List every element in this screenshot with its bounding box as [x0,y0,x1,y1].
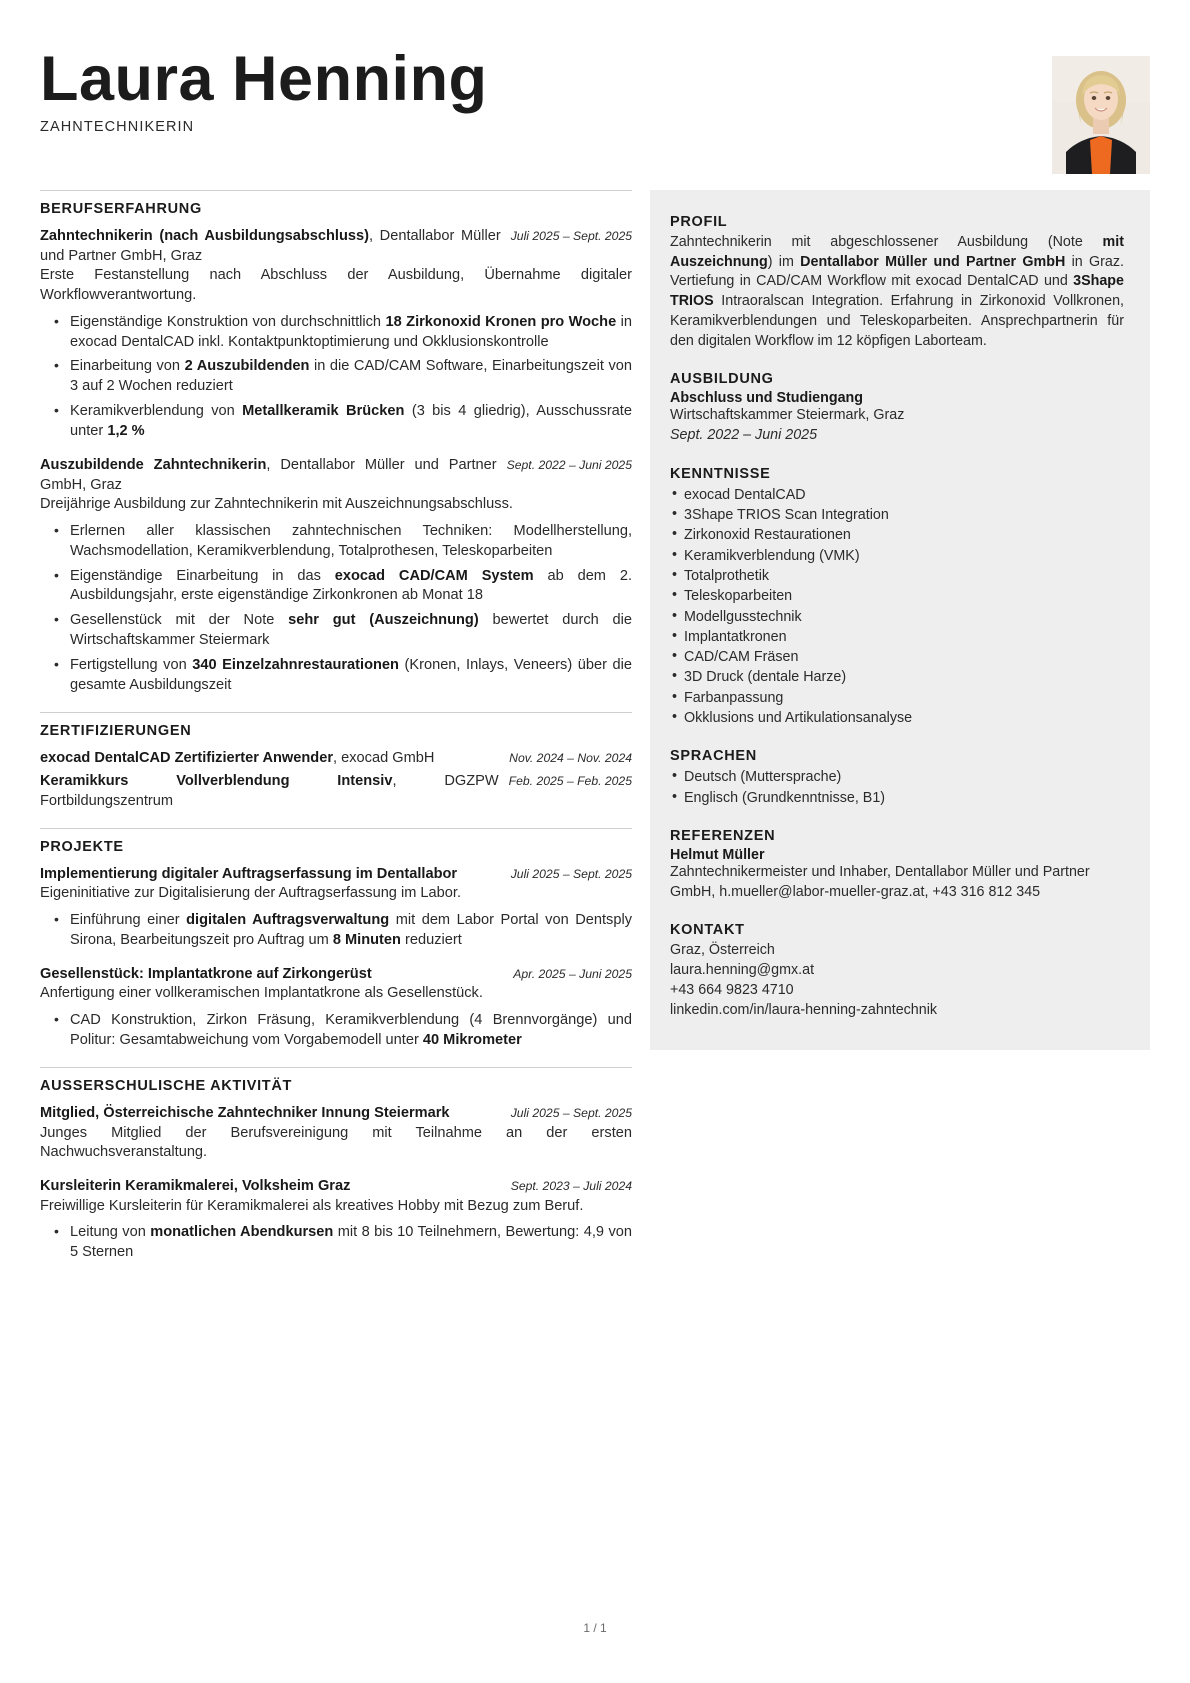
language-item: • Englisch (Grundkenntnisse, B1) [684,788,1124,808]
skill-item: • Modellgusstechnik [684,607,1124,627]
section-title-experience: BERUFSERFAHRUNG [40,201,202,217]
entry-title-rest: , Dentallabor Müller und Partner GmbH, Graz [40,456,497,493]
languages-list [670,767,1124,808]
entry-title-rest: , DGZPW Fortbildungszentrum [40,773,499,809]
profile-text-bold: 3Shape TRIOS [670,273,1124,310]
section-title-certifications: ZERTIFIZIERUNGEN [40,722,192,739]
bullet-bold: exocad CAD/CAM System [334,567,534,584]
profile-text-part: Zahntechnikerin mit abgeschlossener Ausbildung (Note [670,234,1103,250]
entry-title [40,965,503,985]
bullet-post: mit dem Labor Portal von Dentsply Sirona, Bearbeitungszeit pro Auftrag um [70,912,632,948]
entry-date: Sept. 2023 – Juli 2024 [510,1178,632,1193]
bullet-item [70,1223,632,1263]
entry-header [40,749,632,769]
entry-title [40,772,499,811]
entry-title [40,1104,501,1124]
sidebar-column [650,190,1150,1050]
extracurricular-entry [40,1177,632,1263]
entry-title [40,1177,501,1197]
bullet-pre: Fertigstellung von [70,656,193,673]
candidate-name: Laura Henning [40,44,488,114]
sidebar-section-references [670,828,1124,902]
reference-details: Zahntechnikermeister und Inhaber, Dentallabor Müller und Partner GmbH, h.mueller@labor-mueller-graz.at, +43 316 812 345 [670,863,1090,900]
contact-phone[interactable]: +43 664 9823 4710 [670,981,794,998]
entry-date: Feb. 2025 – Feb. 2025 [508,774,632,789]
page-indicator: 1 / 1 [583,1621,607,1635]
section-divider [40,712,632,713]
bullet-pre: Leitung von [70,1224,151,1241]
entry-description: Dreijährige Ausbildung zur Zahntechnikerin mit Auszeichnungsabschluss. [40,496,513,513]
entry-date: Juli 2025 – Sept. 2025 [510,229,632,243]
bullet-bold: monatlichen Abendkursen [150,1224,334,1241]
bullet-post: in exocad DentalCAD inkl. Kontaktpunktoptimierung und Okklusionskontrolle [70,313,633,350]
sidebar-title-references: REFERENZEN [670,827,776,844]
entry-title-bold: Keramikkurs Vollverblendung Intensiv [40,773,393,790]
entry-description: Anfertigung einer vollkeramischen Implantatkrone als Gesellenstück. [40,985,483,1002]
bullet-bold: Metallkeramik Brücken [242,403,405,420]
bullet-bold: 340 Einzelzahnrestaurationen [192,656,399,673]
skill-item: • CAD/CAM Fräsen [684,647,1124,667]
entry-title-bold: exocad DentalCAD Zertifizierter Anwender [40,749,334,766]
sidebar-section-contact [670,922,1124,1020]
bullet-post: mit 8 bis 10 Teilnehmern, Bewertung: 4,9 von 5 Sternen [70,1224,632,1261]
sidebar-title-contact: KONTAKT [670,922,745,939]
entry-description: Erste Festanstellung nach Abschluss der Ausbildung, Übernahme digitaler Workflowverantwortung. [40,267,632,304]
entry-header [40,772,632,811]
experience-entry [40,456,632,696]
project-entry [40,865,632,951]
sidebar-section-skills [670,466,1124,729]
entry-title [40,456,497,495]
entry-title-bold: Implementierung digitaler Auftragserfassung im Dentallabor [40,865,458,882]
entry-title [40,227,501,266]
bullet-post: in die CAD/CAM Software, Einarbeitungszeit von 3 auf 2 Wochen reduziert [70,358,632,395]
bullet-post: (Kronen, Inlays, Veneers) über die gesamte Ausbildungszeit [70,656,632,693]
certification-entry [40,749,632,769]
bullet-bold: 2 Auszubildenden [184,358,310,375]
section-experience [40,190,632,696]
entry-title-rest: , exocad GmbH [333,749,435,766]
entry-header [40,1177,632,1197]
education-degree: Abschluss und Studiengang [670,390,864,407]
bullet-item [70,656,632,696]
skill-item: • exocad DentalCAD [684,485,1124,505]
entry-title-bold: Zahntechnikerin (nach Ausbildungsabschluss) [40,228,369,244]
entry-header [40,965,632,985]
entry-bullet-list [40,911,632,951]
education-date: Sept. 2022 – Juni 2025 [670,427,818,444]
sidebar-title-skills: KENNTNISSE [670,465,771,482]
bullet-pre: Eigenständige Einarbeitung in das [70,567,335,584]
bullet-pre: Keramikverblendung von [70,403,243,420]
entry-date: Nov. 2024 – Nov. 2024 [509,750,632,765]
section-projects [40,828,632,1051]
entry-header [40,227,632,266]
skill-item: • Zirkonoxid Restaurationen [684,525,1124,545]
entry-bullet-list [40,313,632,442]
resume-header [40,44,1150,168]
section-title-extracurricular: AUSSERSCHULISCHE AKTIVITÄT [40,1077,293,1094]
entry-title-bold: Auszubildende Zahntechnikerin [40,456,267,473]
entry-header [40,1104,632,1124]
bullet-pre: CAD Konstruktion, Zirkon Fräsung, Keramikverblendung (4 Brennvorgänge) und Politur: Gesamtabweichung vom Vorgabemodell unter [70,1012,632,1048]
extracurricular-entry [40,1104,632,1163]
sidebar-section-profile [670,214,1124,351]
contact-location: Graz, Österreich [670,942,775,959]
bullet-bold: 40 Mikrometer [422,1031,522,1048]
profile-text-part: in Graz. Vertiefung in CAD/CAM Workflow mit exocad DentalCAD und [670,253,1124,290]
entry-bullet-list [40,1011,632,1051]
bullet-bold: 18 Zirkonoxid Kronen pro Woche [385,313,617,330]
entry-header [40,865,632,885]
sidebar-section-education [670,371,1124,445]
bullet-pre: Einarbeitung von [70,358,185,375]
skill-item: • Totalprothetik [684,566,1124,586]
profile-text-bold: mit Auszeichnung [670,234,1124,270]
portrait-photo [1052,56,1150,174]
profile-text [670,233,1124,351]
skill-item: • Farbanpassung [684,688,1124,708]
contact-email[interactable]: laura.henning@gmx.at [670,962,815,979]
bullet-bold-2: 1,2 % [107,422,145,439]
entry-title-bold: Gesellenstück: Implantatkrone auf Zirkongerüst [40,965,372,982]
entry-title-bold: Kursleiterin Keramikmalerei, Volksheim Graz [40,1177,351,1194]
entry-title [40,865,501,885]
bullet-item [70,357,632,397]
sidebar-section-languages [670,748,1124,808]
project-entry [40,965,632,1051]
contact-linkedin[interactable]: linkedin.com/in/laura-henning-zahntechnik [670,1001,938,1018]
bullet-pre: Gesellenstück mit der Note [70,612,289,629]
bullet-item [70,313,632,353]
entry-description: Eigeninitiative zur Digitalisierung der Auftragserfassung im Labor. [40,885,462,902]
skill-item: • Keramikverblendung (VMK) [684,546,1124,566]
profile-text-part: Intraoralscan Integration. Erfahrung in Zirkonoxid Vollkronen, Keramikverblendungen und Teleskoparbeiten. Ansprechpartnerin für den digitalen Workflow im 12 köpfigen Laborteam. [670,293,1124,349]
page-footer [0,1621,1190,1635]
sidebar-title-profile: PROFIL [670,214,728,230]
bullet-post-2: reduziert [400,931,462,948]
entry-title [40,749,499,769]
bullet-post: (3 bis 4 gliedrig), Ausschussrate unter [70,403,632,439]
main-content-column [40,190,632,1277]
section-divider [40,1067,632,1068]
entry-date: Sept. 2022 – Juni 2025 [506,457,632,472]
skill-item: • 3Shape TRIOS Scan Integration [684,505,1124,525]
bullet-post: bewertet durch die Wirtschaftskammer Steiermark [70,612,632,649]
entry-header [40,456,632,495]
entry-bullet-list [40,522,632,696]
skill-item: • Implantatkronen [684,627,1124,647]
bullet-item [70,567,632,607]
education-institution: Wirtschaftskammer Steiermark, Graz [670,407,905,424]
bullet-item [70,911,632,951]
sidebar-title-education: AUSBILDUNG [670,371,774,388]
bullet-post: ab dem 2. Ausbildungsjahr, erste eigenständige Zirkonkronen ab Monat 18 [70,567,632,604]
entry-date: Juli 2025 – Sept. 2025 [510,1105,632,1120]
section-extracurricular [40,1067,632,1263]
skill-item: • 3D Druck (dentale Harze) [684,667,1124,687]
sidebar-title-languages: SPRACHEN [670,748,757,765]
reference-name: Helmut Müller [670,846,765,863]
bullet-bold: digitalen Auftragsverwaltung [186,912,390,929]
bullet-item [70,522,632,562]
bullet-item [70,1011,632,1051]
bullet-pre: Erlernen aller klassischen zahntechnischen Techniken: Modellherstellung, Wachsmodellation, Keramikverblendung, Totalprothesen, Teleskoparbeiten [70,522,632,559]
entry-date: Juli 2025 – Sept. 2025 [510,866,632,881]
profile-text-bold: Dentallabor Müller und Partner GmbH [800,253,1066,270]
bullet-item [70,402,632,442]
bullet-pre: Einführung einer [70,912,187,929]
skill-item: • Teleskoparbeiten [684,586,1124,606]
entry-description: Junges Mitglied der Berufsvereinigung mit Teilnahme an der ersten Nachwuchsveranstaltung. [40,1124,632,1161]
section-title-projects: PROJEKTE [40,838,124,855]
candidate-job-title: ZAHNTECHNIKERIN [40,119,195,135]
certification-entry [40,772,632,811]
sidebar-panel [650,190,1150,1050]
experience-entry [40,227,632,442]
language-item: • Deutsch (Muttersprache) [684,767,1124,787]
profile-text-part: ) im [767,253,801,270]
entry-title-bold: Mitglied, Österreichische Zahntechniker Innung Steiermark [40,1104,450,1121]
entry-date: Apr. 2025 – Juni 2025 [513,966,632,981]
portrait-photo-image [1052,56,1150,174]
bullet-item [70,611,632,651]
section-divider [40,190,632,191]
entry-bullet-list [40,1223,632,1263]
section-certifications [40,712,632,812]
bullet-bold-2: 8 Minuten [332,931,401,948]
section-divider [40,828,632,829]
entry-description: Freiwillige Kursleiterin für Keramikmalerei als kreatives Hobby mit Bezug zum Beruf. [40,1197,584,1214]
bullet-pre: Eigenständige Konstruktion von durchschnittlich [70,313,386,330]
bullet-bold: sehr gut (Auszeichnung) [288,612,479,629]
skills-list [670,485,1124,729]
skill-item: • Okklusions und Artikulationsanalyse [684,708,1124,728]
entry-title-rest: , Dentallabor Müller und Partner GmbH, Graz [40,228,501,264]
